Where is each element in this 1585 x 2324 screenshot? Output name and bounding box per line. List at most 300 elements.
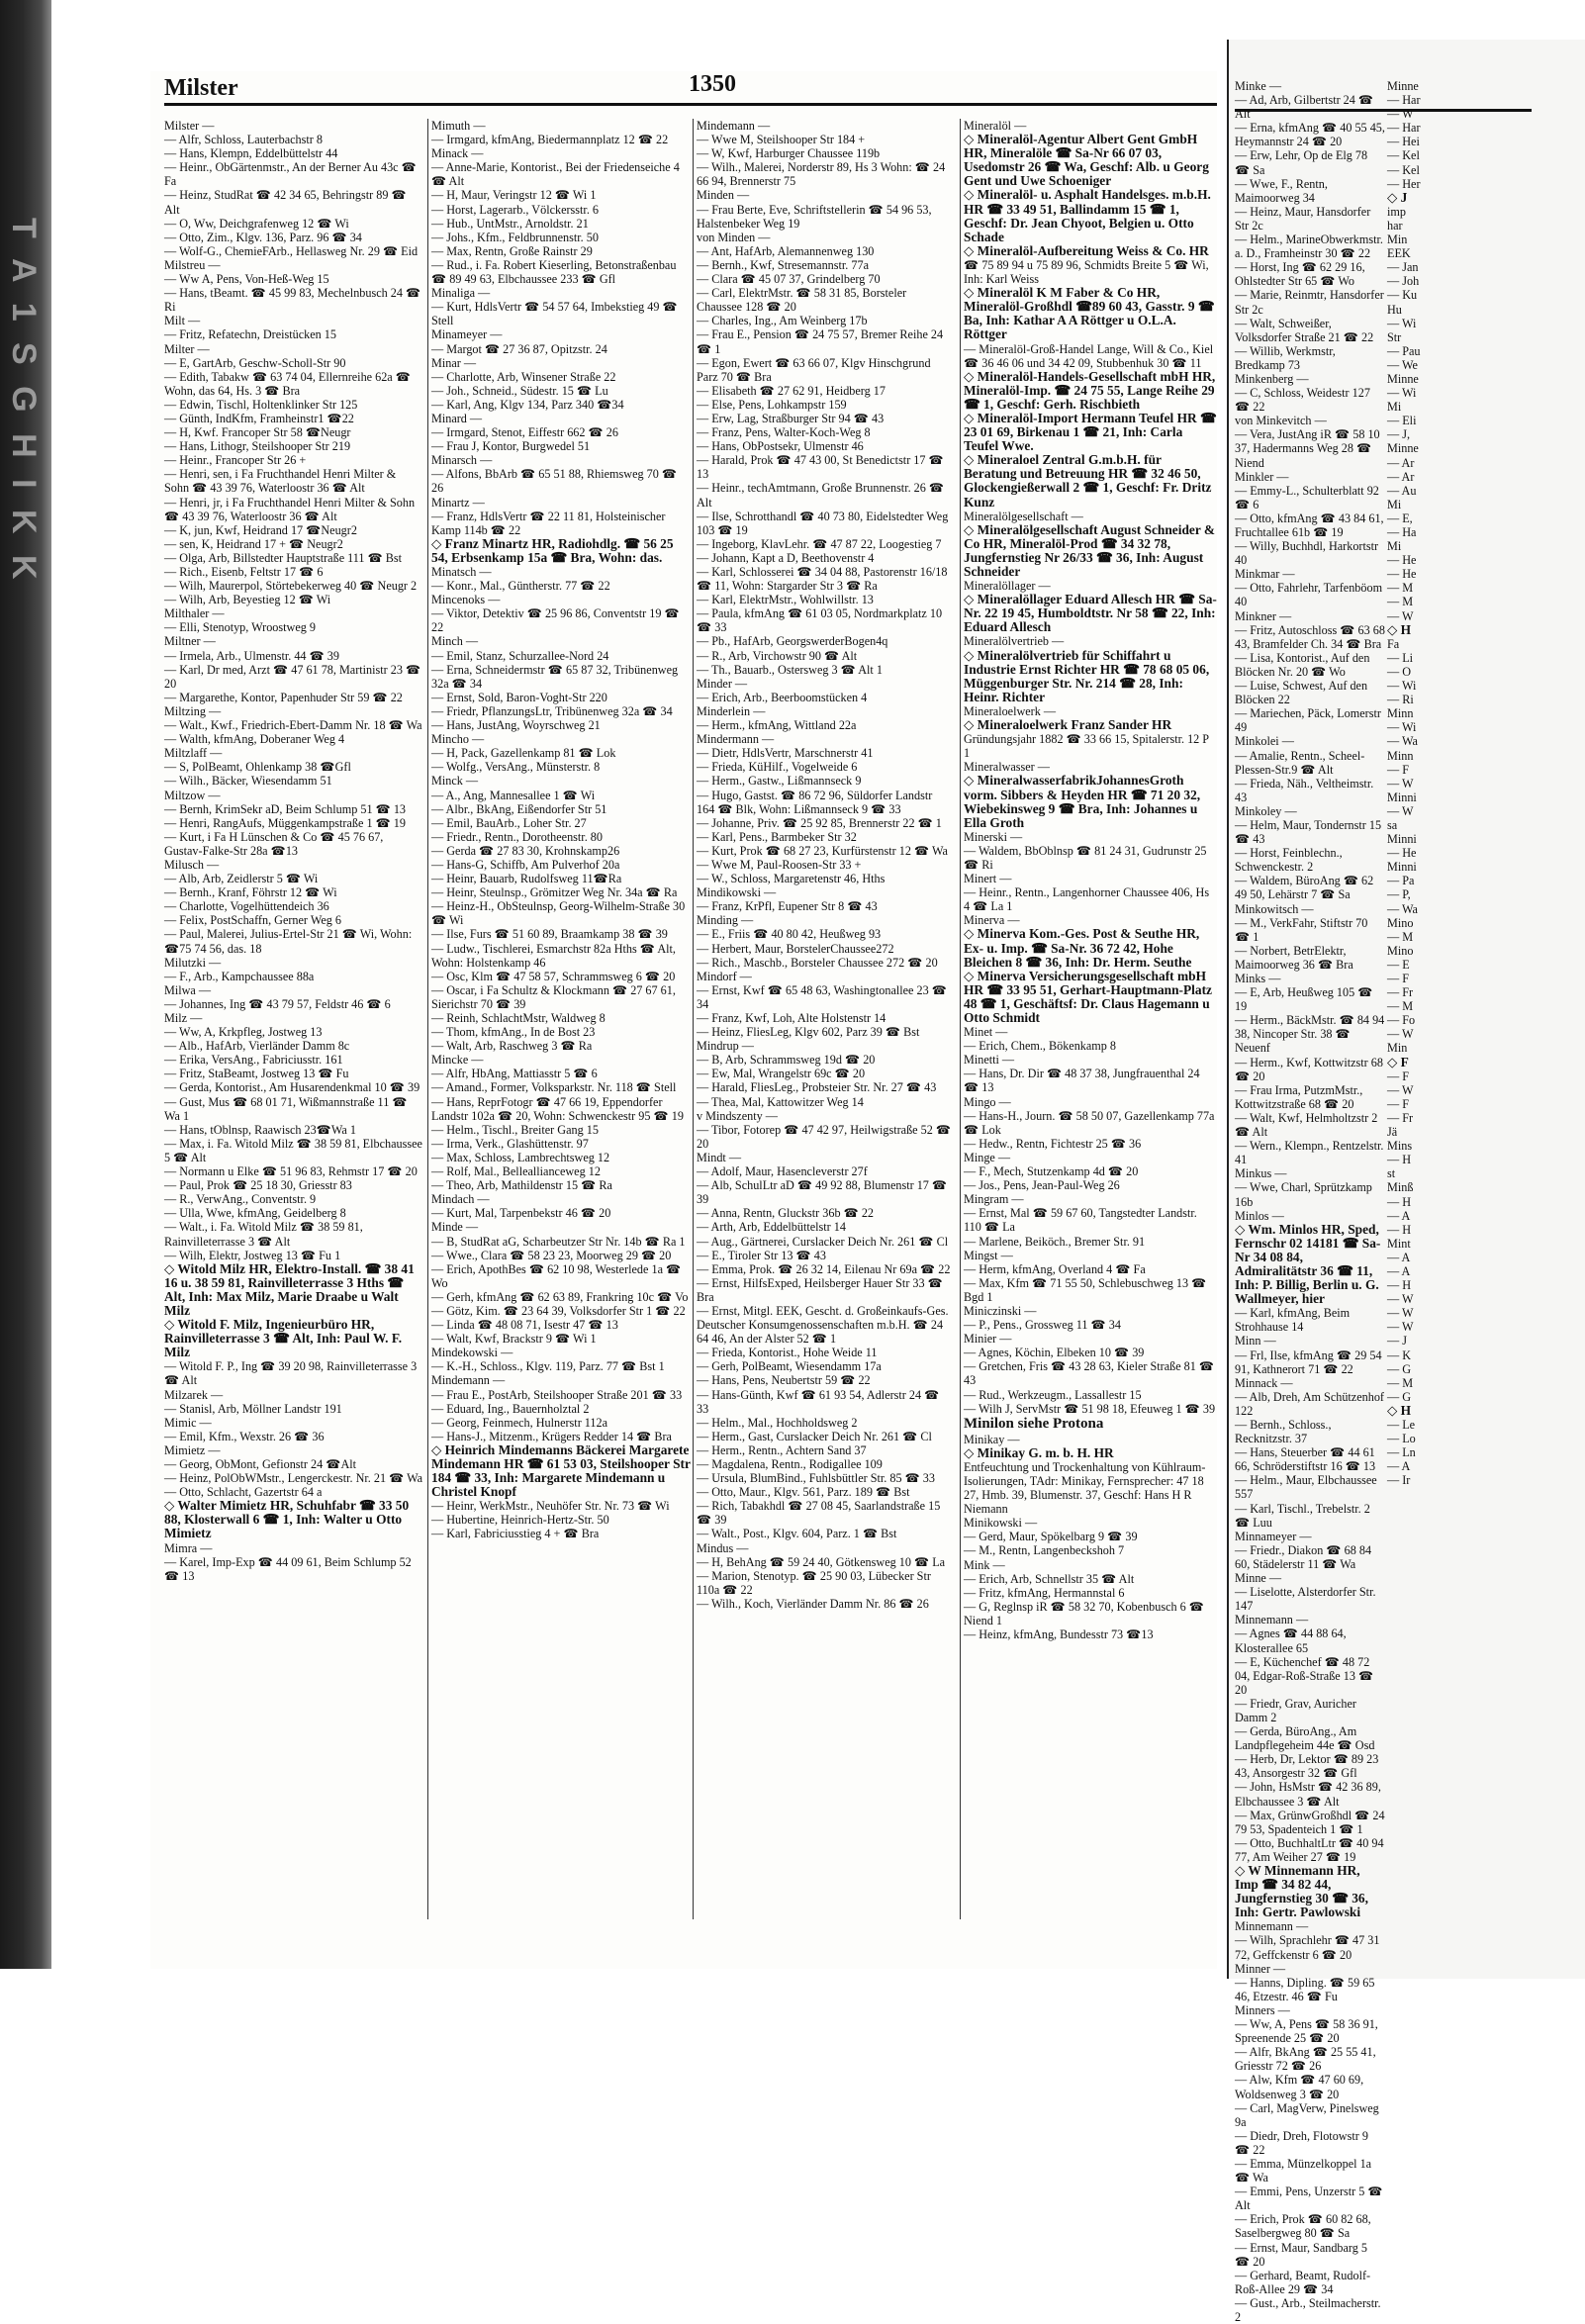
directory-entry: — Charlotte, Arb, Winsener Straße 22 (431, 369, 616, 384)
directory-entry: Mimra — (164, 1540, 213, 1555)
directory-entry: — Wilh, Elektr, Jostweg 13 ☎ Fu 1 (164, 1248, 341, 1262)
directory-entry: ◇ Minerva Kom.-Ges. Post & Seuthe HR, Ex- u. Imp. ☎ Sa-Nr. 36 72 42, Hohe Bleichen 8 ☎ 36, Inh: Dr. Herm. Seuthe (964, 926, 1200, 970)
directory-entry: — Wilh, Sprachlehr ☎ 47 31 72, Geffckenstr 6 ☎ 20 (1235, 1933, 1380, 1962)
directory-entry: — Agnes ☎ 44 88 64, Klosterallee 65 (1235, 1627, 1347, 1655)
directory-entry: Miltzow — (164, 788, 221, 802)
directory-entry: — F (1387, 762, 1410, 777)
directory-entry: — Hubertine, Heinrich-Hertz-Str. 50 (431, 1513, 609, 1528)
directory-entry: — Ilse, Schrotthandl ☎ 40 73 80, Eidelstedter Weg 103 ☎ 19 (697, 509, 949, 537)
directory-entry: — He (1387, 567, 1417, 582)
directory-entry: Miltner — (164, 634, 216, 649)
directory-entry: — H, Maur, Veringstr 12 ☎ Wi 1 (431, 188, 597, 203)
directory-entry: — W (1387, 1082, 1414, 1097)
directory-entry: ◇ Wm. Minlos HR, Sped, Fernschr 02 14181 ☎ Sa-Nr 34 08 84, Admiralitätstr 36 ☎ 11, Inh: P. Billig, Berlin u. G. Wallmeyer, hier (1235, 1221, 1381, 1307)
directory-entry: — Walt, Schweißer, Volksdorfer Straße 21 ☎ 22 (1235, 316, 1374, 344)
directory-entry: — Lo (1387, 1432, 1416, 1446)
directory-entry: Mineralöl — (964, 119, 1027, 133)
directory-entry: — Karl, Dr med, Arzt ☎ 47 61 78, Martinistr 23 ☎ 20 (164, 662, 421, 691)
directory-entry: Mindikowski — (697, 885, 777, 900)
directory-entry: — Thea, Mal, Kattowitzer Weg 14 (697, 1094, 864, 1109)
directory-entry: — Viktor, Detektiv ☎ 25 96 86, Conventstr 19 ☎ 22 (431, 606, 680, 635)
directory-entry: — Ulla, Wwe, kfmAng, Geidelberg 8 (164, 1206, 346, 1221)
directory-entry: Minde — (431, 1220, 479, 1235)
directory-entry: — Arth, Arb, Eddelbüttelstr 14 (697, 1220, 846, 1235)
directory-entry: — M., VerkFahr, Stiftstr 70 ☎ 1 (1235, 915, 1368, 944)
directory-entry: Minnemann — (1235, 1919, 1309, 1934)
directory-entry: — Jan (1387, 260, 1419, 275)
directory-entry: ◇ H (1387, 1402, 1412, 1418)
directory-entry: — E., Friis ☎ 40 80 42, Heußweg 93 (697, 927, 882, 942)
directory-entry: Minikay — (964, 1432, 1020, 1446)
directory-entry: — Frau Irma, PutzmMstr., Kottwitzstraße 68 ☎ 20 (1235, 1082, 1363, 1111)
directory-entry: Mindrup — (697, 1039, 754, 1054)
directory-entry: Mineralölgesellschaft — (964, 509, 1083, 523)
directory-entry: — W (1387, 608, 1414, 623)
directory-entry: — Franz, Kwf, Loh, Alte Holstenstr 14 (697, 1011, 886, 1025)
directory-entry: — Helm., Tischl., Breiter Gang 15 (431, 1122, 599, 1137)
directory-entry: — Paul, Malerei, Julius-Ertel-Str 21 ☎ Wi, Wohn: ☎75 74 56, das. 18 (164, 927, 413, 956)
directory-entry: — W (1387, 107, 1414, 122)
directory-entry: — Dietr, HdlsVertr, Marschnerstr 41 (697, 746, 874, 761)
directory-entry: Gründungsjahr 1882 ☎ 33 66 15, Spitalerstr. 12 P 1 (964, 732, 1209, 761)
directory-entry: — F (1387, 1069, 1410, 1083)
directory-entry: — Franz, HdlsVertr ☎ 22 11 81, Holsteinischer Kamp 114b ☎ 22 (431, 509, 666, 537)
directory-entry: Minerski — (964, 829, 1023, 844)
directory-entry: — Else, Pens, Lohkampstr 159 (697, 397, 847, 412)
directory-entry: — Frieda, Näh., Veltheimstr. 43 (1235, 776, 1374, 804)
directory-entry: — Mineralöl-Groß-Handel Lange, Will & Co., Kiel ☎ 36 46 06 und 34 42 09, Stubbenhuk 30 ☎ 11 (964, 341, 1214, 370)
directory-entry: Minetti — (964, 1053, 1015, 1068)
directory-entry: — Otto, Zim., Klgv. 136, Parz. 96 ☎ 34 (164, 230, 362, 244)
directory-entry: Minatsch — (431, 565, 492, 579)
directory-entry: — Friedr, PflanzungsLtr, Tribünenweg 32a ☎ 34 (431, 703, 673, 718)
directory-entry: — Helm., Maur, Elbchaussee 557 (1235, 1473, 1377, 1502)
directory-entry: — Wern., Klempn., Rentzelstr. 41 (1235, 1139, 1384, 1167)
directory-entry: — Johannes, Ing ☎ 43 79 57, Feldstr 46 ☎ 6 (164, 996, 391, 1011)
directory-entry: — Waldem, BüroAng ☎ 62 49 50, Lehärstr 7 ☎ Sa (1235, 874, 1374, 902)
directory-entry: Miniczinski — (964, 1303, 1037, 1318)
directory-entry: Mineralölvertrieb — (964, 634, 1065, 649)
directory-entry: — Frau J, Kontor, Burgwedel 51 (431, 439, 591, 454)
directory-entry: — E, Küchenchef ☎ 48 72 04, Edgar-Roß-Straße 13 ☎ 20 (1235, 1654, 1374, 1697)
directory-entry: Minlos — (1235, 1208, 1284, 1223)
directory-entry: — Hans, JustAng, Woyrschweg 21 (431, 718, 601, 733)
directory-entry: Minkolei — (1235, 734, 1294, 749)
directory-entry: har (1387, 218, 1403, 232)
directory-entry: — Wa (1387, 901, 1418, 916)
directory-entry: — Aug., Gärtnerei, Curslacker Deich Nr. 261 ☎ Cl (697, 1234, 949, 1249)
directory-entry: — Alfons, BbArb ☎ 65 51 88, Rhiemsweg 70 ☎ 26 (431, 467, 678, 496)
directory-entry: EEK (1387, 246, 1411, 261)
directory-entry: — Karl, Schlosserei ☎ 34 04 88, Pastorenstr 16/18 ☎ 11, Wohn: Stargarder Str 3 ☎ Ra (697, 565, 948, 594)
directory-entry: — Ww A, Pens, Von-Heß-Weg 15 (164, 272, 329, 287)
directory-entry: — Heinz, PolObWMstr., Lengerckestr. Nr. 21 ☎ Wa (164, 1471, 423, 1486)
directory-entry: — Frau E., PostArb, Steilshooper Straße 201 ☎ 33 (431, 1387, 683, 1402)
directory-entry: — Vera, JustAng iR ☎ 58 10 37, Hadermanns Weg 28 ☎ Niend (1235, 427, 1380, 470)
directory-entry: — Ernst, Mal ☎ 59 67 60, Tangstedter Landstr. 110 ☎ La (964, 1206, 1197, 1235)
page-header (164, 71, 1217, 101)
directory-entry: Miltzlaff — (164, 746, 223, 761)
directory-entry: — R., VerwAng., Conventstr. 9 (164, 1192, 317, 1207)
directory-entry: Milstreu — (164, 257, 221, 272)
directory-entry: — W (1387, 1306, 1414, 1321)
directory-entry: — Fr (1387, 985, 1414, 1000)
directory-entry: — Hans-Günth, Kwf ☎ 61 93 54, Adlerstr 24 ☎ 33 (697, 1387, 940, 1416)
directory-entry: — Emil, Kfm., Wexstr. 26 ☎ 36 (164, 1429, 325, 1443)
directory-entry: — Ernst, HilfsExped, Heilsberger Hauer Str 33 ☎ Bra (697, 1275, 943, 1304)
directory-entry: — G (1387, 1389, 1412, 1404)
directory-entry: — Wi (1387, 679, 1417, 694)
directory-entry: — Harald, Prok ☎ 47 43 00, St Benedictstr 17 ☎ 13 (697, 453, 944, 482)
directory-column-2 (431, 119, 691, 1939)
directory-entry: — M (1387, 999, 1414, 1014)
directory-entry: — Rud., Werkzeugm., Lassallestr 15 (964, 1387, 1142, 1402)
directory-entry: — Heinr., ObGärtenmstr., An der Berner Au 43c ☎ Fa (164, 160, 417, 189)
directory-entry: — Wi (1387, 316, 1417, 330)
directory-entry: — Heinz, kfmAng, Bundesstr 73 ☎13 (964, 1627, 1154, 1642)
directory-entry: — Luise, Schwest, Auf den Blöcken 22 (1235, 679, 1368, 707)
directory-entry: — Henri, sen, i Fa Fruchthandel Henri Milter & Sohn ☎ 43 39 76, Waterloostr 36 ☎ Alt (164, 467, 397, 496)
directory-entry: — Hei (1387, 135, 1420, 149)
directory-entry: — B, Arb, Schrammsweg 19d ☎ 20 (697, 1053, 876, 1068)
directory-entry: — Hans-H., Journ. ☎ 58 50 07, Gazellenkamp 77a ☎ Lok (964, 1108, 1215, 1137)
directory-entry: — E (1387, 957, 1410, 972)
directory-entry: ◇ Witold Milz HR, Elektro-Install. ☎ 38 41 16 u. 38 59 81, Rainvilleterrasse 3 Hths ☎ Alt, Inh: Max Milz, Marie Draabe u Walt Milz (164, 1260, 415, 1318)
directory-entry: Mint (1387, 1236, 1411, 1251)
directory-entry: — Johann, Kapt a D, Beethovenstr 4 (697, 550, 875, 565)
directory-entry: — Otto, kfmAng ☎ 43 84 61, Fruchtallee 61b ☎ 19 (1235, 511, 1384, 539)
directory-entry: — Georg, ObMont, Gefionstr 24 ☎Alt (164, 1457, 357, 1471)
directory-entry: Minkler — (1235, 469, 1289, 484)
header-rule (164, 103, 1217, 106)
directory-entry: — Rud., i. Fa. Robert Kieserling, Betonstraßenbau ☎ 89 49 63, Elbchaussee 233 ☎ Gfl (431, 257, 677, 287)
directory-entry: — Johs., Kfm., Feldbrunnenstr. 50 (431, 230, 599, 244)
directory-entry: — K (1387, 1348, 1412, 1362)
directory-entry: — Alw, Kfm ☎ 47 60 69, Woldsenweg 3 ☎ 20 (1235, 2073, 1364, 2101)
directory-entry: — Pb., HafArb, GeorgswerderBogen4q (697, 634, 888, 649)
directory-entry: — Wwe, Charl, Sprützkamp 16b (1235, 1180, 1372, 1209)
directory-entry: Mimic — (164, 1415, 212, 1430)
directory-entry: Hu (1387, 302, 1402, 317)
directory-entry: ◇ Mineralöl-Aufbereitung Weiss & Co. HR (964, 242, 1209, 258)
directory-entry: — Alfr, Schloss, Lauterbachstr 8 (164, 133, 323, 147)
directory-entry: — H, Kwf. Francoper Str 58 ☎Neugr (164, 425, 351, 440)
directory-column-4 (964, 119, 1217, 1939)
directory-entry: Str (1387, 329, 1402, 344)
directory-entry: — Götz, Kim. ☎ 23 64 39, Volksdorfer Str 1 ☎ 22 (431, 1303, 686, 1318)
directory-entry: Minn (1387, 706, 1414, 721)
directory-entry: — Helm., Mal., Hochholdsweg 2 (697, 1415, 858, 1430)
directory-entry: — W (1387, 1027, 1414, 1042)
directory-entry: — Ad, Arb, Gilbertstr 24 ☎ Alt (1235, 93, 1374, 122)
directory-entry: — Ilse, Furs ☎ 51 60 89, Braamkamp 38 ☎ 39 (431, 927, 668, 942)
directory-entry: — Frieda, Kontorist., Hohe Weide 11 (697, 1346, 878, 1360)
directory-entry: — M (1387, 595, 1414, 609)
directory-entry: Milzarek — (164, 1387, 224, 1402)
directory-entry: — Fr (1387, 1110, 1414, 1125)
directory-entry: — F., Arb., Kampchaussee 88a (164, 969, 315, 983)
directory-entry: — Kel (1387, 148, 1420, 163)
directory-entry: — Horst, Ing ☎ 62 29 16, Ohlstedter Str 65 ☎ Wo (1235, 260, 1365, 289)
directory-entry: — Fritz, StaBeamt, Jostweg 13 ☎ Fu (164, 1067, 349, 1081)
directory-entry: — Gerda ☎ 27 83 30, Krohnskamp26 (431, 843, 620, 858)
directory-entry: — E, (1387, 511, 1413, 525)
directory-entry: — Wwe., Clara ☎ 58 23 23, Moorweg 29 ☎ 20 (431, 1248, 672, 1262)
directory-entry: Mins (1387, 1139, 1413, 1154)
directory-entry: Mincenoks — (431, 593, 501, 607)
directory-entry: — Ant, HafArb, Alemannenweg 130 (697, 243, 875, 258)
directory-entry: Mindach — (431, 1192, 490, 1207)
directory-entry: — A (1387, 1459, 1411, 1474)
directory-entry: Minn (1387, 748, 1414, 763)
directory-entry: Minne (1387, 371, 1419, 386)
directory-entry: — Friedr, Grav, Auricher Damm 2 (1235, 1696, 1356, 1724)
directory-entry: — Heinr, Bauarb, Rudolfsweg 11☎Ra (431, 872, 622, 886)
directory-entry: — Heinr, WerkMstr., Neuhöfer Str. Nr. 73 ☎ Wi (431, 1499, 670, 1514)
directory-entry: — Alfr, BkAng ☎ 25 55 41, Griesstr 72 ☎ 26 (1235, 2045, 1376, 2074)
directory-entry: Mindus — (697, 1540, 749, 1555)
directory-entry: — Hugo, Gastst. ☎ 86 72 96, Süldorfer Landstr 164 ☎ Blk, Wohn: Lißmannseck 9 ☎ 33 (697, 788, 933, 816)
directory-entry: ◇ Witold F. Milz, Ingenieurbüro HR, Rainvilleterrasse 3 ☎ Alt, Inh: Paul W. F. Milz (164, 1317, 403, 1360)
directory-entry: — Witold F. P., Ing ☎ 39 20 98, Rainvilleterrasse 3 ☎ Alt (164, 1359, 418, 1388)
directory-entry: — Ew, Mal, Wrangelstr 69c ☎ 20 (697, 1067, 866, 1081)
directory-entry: — Günth, IndKfm, Framheinstr1 ☎22 (164, 411, 354, 425)
directory-entry: — H (1387, 1222, 1412, 1237)
directory-entry: ◇ Mineralöllager Eduard Allesch HR ☎ Sa-Nr. 22 19 45, Humboldtstr. Nr 58 ☎ 22, Inh: Eduard Allesch (964, 592, 1217, 635)
directory-entry: — Hans, Klempn, Eddelbüttelstr 44 (164, 146, 338, 161)
directory-entry: — W (1387, 776, 1414, 790)
directory-entry: — Marion, Stenotyp. ☎ 25 90 03, Lübecker Str 110a ☎ 22 (697, 1568, 931, 1597)
directory-entry: — Irmgard, kfmAng, Biedermannplatz 12 ☎ 22 (431, 133, 669, 147)
column-divider (693, 119, 694, 1919)
directory-entry: — Adolf, Maur, Hasencleverstr 27f (697, 1164, 868, 1179)
directory-entry: Mindekowski — (431, 1346, 513, 1360)
directory-entry: — Albr., BkAng, Eißendorfer Str 51 (431, 801, 607, 816)
directory-entry: — Paul, Prok ☎ 25 18 30, Griesstr 83 (164, 1178, 352, 1193)
directory-entry: — Hedw., Rentn, Fichtestr 25 ☎ 36 (964, 1136, 1142, 1151)
directory-entry: — Mariechen, Päck, Lomerstr 49 (1235, 706, 1381, 735)
directory-entry: Fa (1387, 636, 1400, 651)
directory-entry: — Wilh, Maurerpol, Störtebekerweg 40 ☎ Neugr 2 (164, 579, 418, 594)
directory-entry: Mindemann — (697, 119, 771, 133)
directory-entry: Minkowitsch — (1235, 901, 1314, 916)
directory-entry: — Gust., Arb., Steilmacherstr. 2 (1235, 2295, 1381, 2324)
directory-entry: sa (1387, 817, 1398, 832)
directory-entry: — Friedr., Rentn., Dorotheenstr. 80 (431, 829, 603, 844)
directory-entry: — Konr., Mal., Güntherstr. 77 ☎ 22 (431, 579, 610, 594)
directory-entry: Minks — (1235, 972, 1281, 985)
directory-entry: — Erich, Chem., Bökenkamp 8 (964, 1039, 1117, 1054)
directory-entry: — Charles, Ing., Am Weinberg 17b (697, 314, 868, 328)
directory-entry: — Ar (1387, 469, 1415, 484)
directory-entry: Mimietz — (164, 1442, 221, 1457)
directory-entry: Mindorf — (697, 969, 752, 983)
directory-entry: — Li (1387, 650, 1414, 665)
directory-entry: — Herm., Rentn., Achtern Sand 37 (697, 1442, 867, 1457)
directory-entry: Minkner — (1235, 608, 1292, 623)
directory-entry: — Gerh, kfmAng ☎ 62 63 89, Frankring 10c ☎ Vo (431, 1289, 689, 1304)
directory-entry: — Hans, Pens, Neubertstr 59 ☎ 22 (697, 1373, 871, 1388)
directory-entry: — Heinr., techAmtmann, Große Brunnenstr. 26 ☎ Alt (697, 481, 945, 510)
directory-entry: — Friedr., Diakon ☎ 68 84 60, Städelerstr 11 ☎ Wa (1235, 1542, 1372, 1571)
directory-entry: — E, GartArb, Geschw-Scholl-Str 90 (164, 355, 346, 370)
directory-entry: — Max, GrünwGroßhdl ☎ 24 79 53, Spadenteich 1 ☎ 1 (1235, 1808, 1385, 1836)
directory-entry: — Wilh., Koch, Vierländer Damm Nr. 86 ☎ 26 (697, 1596, 929, 1611)
directory-entry: — Franz, Pens, Walter-Koch-Weg 8 (697, 425, 871, 440)
directory-entry: — Jos., Pens, Jean-Paul-Weg 26 (964, 1178, 1120, 1193)
directory-entry: — Ernst, Maur, Sandbarg 5 ☎ 20 (1235, 2240, 1368, 2269)
directory-entry: von Minden — (697, 230, 771, 244)
directory-entry: — W, Kwf, Harburger Chaussee 119b (697, 146, 881, 161)
directory-entry: — F., Mech, Stutzenkamp 4d ☎ 20 (964, 1164, 1139, 1179)
directory-entry: — Wilh., Malerei, Norderstr 89, Hs 3 Wohn: ☎ 24 66 94, Brennerstr 75 (697, 160, 946, 189)
directory-entry: — John, HsMstr ☎ 42 36 89, Elbchaussee 3 ☎ Alt (1235, 1780, 1381, 1809)
directory-entry: — Wolf-G., ChemieFArb., Hellasweg Nr. 29 ☎ Eid (164, 243, 419, 258)
directory-entry: — Emil, Stanz, Schurzallee-Nord 24 (431, 648, 609, 663)
directory-entry: — Horst, Lagerarb., Völckersstr. 6 (431, 202, 600, 217)
directory-entry: — Bernh., Kwf, Stresemannstr. 77a (697, 257, 869, 272)
directory-entry: — Walth, kfmAng, Doberaner Weg 4 (164, 732, 345, 747)
directory-entry: Minaliga — (431, 286, 491, 301)
directory-entry: ◇ MineralwasserfabrikJohannesGroth vorm. Sibbers & Heyden HR ☎ 71 20 32, Wiebekinsweg 9 ☎ Bra, Inh: Johannes u Ella Groth (964, 773, 1201, 830)
directory-entry: — Rich, Tabakhdl ☎ 27 08 45, Saarlandstraße 15 ☎ 39 (697, 1499, 941, 1528)
directory-entry: ◇ F (1387, 1054, 1409, 1069)
directory-entry: Minerva — (964, 913, 1020, 928)
directory-entry: — Heinz, FliesLeg, Klgv 602, Parz 39 ☎ Bst (697, 1025, 920, 1040)
directory-entry: — Rolf, Mal., Belleallianceweg 12 (431, 1164, 601, 1179)
directory-entry: — Erw, Lehr, Op de Elg 78 ☎ Sa (1235, 148, 1368, 177)
directory-entry: — Hans, tOblnsp, Raawisch 23☎Wa 1 (164, 1122, 356, 1137)
directory-entry: — Gerh, PolBeamt, Wiesendamm 17a (697, 1359, 882, 1374)
directory-entry: v Mindszenty — (697, 1108, 778, 1123)
directory-entry: — Carl, ElektrMstr. ☎ 58 31 85, Borsteler Chaussee 128 ☎ 20 (697, 286, 907, 315)
directory-entry: ◇ Franz Minartz HR, Radiohdlg. ☎ 56 25 54, Erbsenkamp 15a ☎ Bra, Wohn: das. (431, 535, 674, 565)
directory-entry: — Herm., kfmAng, Wittland 22a (697, 718, 857, 733)
directory-entry: — Herm., Gast, Curslacker Deich Nr. 261 ☎ Cl (697, 1429, 932, 1443)
directory-entry: — Eli (1387, 414, 1417, 428)
directory-entry: Mingo — (964, 1094, 1011, 1109)
directory-entry: — Alb, Arb, Zeidlerstr 5 ☎ Wi (164, 872, 319, 886)
directory-entry: — K, jun, Kwf, Heidrand 17 ☎Neugr2 (164, 522, 357, 537)
directory-entry: Minkmar — (1235, 567, 1295, 582)
directory-entry: Minnameyer — (1235, 1529, 1312, 1543)
directory-entry: Minar — (431, 355, 477, 370)
directory-entry: Minikowski — (964, 1516, 1038, 1531)
directory-entry: — Ernst, Mitgl. EEK, Gescht. d. Großeinkaufs-Ges. Deutscher Konsumgenossenschaften m.b.H. ☎ 24 64 46, An der Alster 52 ☎ 1 (697, 1303, 949, 1347)
directory-entry: — Karl, Tischl., Trebelstr. 2 ☎ Luu (1235, 1501, 1370, 1530)
directory-entry: Minkoley — (1235, 803, 1297, 818)
directory-entry: — Irmgard, Stenot, Eiffestr 662 ☎ 26 (431, 425, 618, 440)
directory-entry: — Clara ☎ 45 07 37, Grindelberg 70 (697, 272, 881, 287)
directory-entry: — Ww, A, Krkpfleg, Jostweg 13 (164, 1025, 323, 1040)
directory-entry: — Wolfg., VersAng., Münsterstr. 8 (431, 760, 601, 775)
directory-entry: — Emma, Münzelkoppel 1a ☎ Wa (1235, 2156, 1372, 2185)
directory-entry: — Reinh, SchlachtMstr, Waldweg 8 (431, 1011, 606, 1025)
directory-entry: Mi (1387, 539, 1402, 554)
directory-entry: — Herbert, Maur, BorstelerChaussee272 (697, 941, 894, 956)
directory-entry: Minameyer — (431, 327, 503, 342)
directory-entry: — W., Schloss, Margaretenstr 46, Hths (697, 872, 886, 886)
directory-entry: — Au (1387, 483, 1417, 498)
directory-entry: — M., Rentn, Langenbeckshoh 7 (964, 1543, 1125, 1558)
directory-entry: Mino (1387, 915, 1414, 930)
directory-entry: — Rich., Eisenb, Feltstr 17 ☎ 6 (164, 565, 324, 579)
directory-entry: — J (1387, 1334, 1407, 1348)
directory-entry: — Bernh., Kranf, Föhrstr 12 ☎ Wi (164, 885, 337, 900)
directory-entry: — Walt., Post., Klgv. 604, Parz. 1 ☎ Bst (697, 1527, 897, 1541)
directory-entry: — Erika, VersAng., Fabriciusstr. 161 (164, 1053, 343, 1068)
directory-entry: — Karl, Ang, Klgv 134, Parz 340 ☎34 (431, 397, 624, 412)
directory-entry: — Emil, BauArb., Loher Str. 27 (431, 815, 587, 830)
directory-entry: — Wilh J, ServMstr ☎ 51 98 18, Efeuweg 1 ☎ 39 (964, 1401, 1216, 1416)
directory-entry: Minet — (964, 1025, 1008, 1040)
directory-entry: Minilon siehe Protona (964, 1415, 1104, 1432)
directory-entry: ◇ Mineralöl-Agentur Albert Gent GmbH HR, Mineralöle ☎ Sa-Nr 66 07 03, Usedomstr 26 ☎ Wa, Geschf: Alb. u Georg Gent und Uwe Schoeniger (964, 132, 1209, 189)
directory-entry: — A., Ang, Mannesallee 1 ☎ Wi (431, 788, 596, 802)
directory-entry: — P., Pens., Grossweg 11 ☎ 34 (964, 1318, 1121, 1333)
directory-entry: — Margot ☎ 27 36 87, Opitzstr. 24 (431, 341, 607, 356)
directory-entry: — Alb., HafArb, Vierländer Damm 8c (164, 1039, 350, 1054)
directory-entry: Mingram — (964, 1192, 1024, 1207)
directory-entry: — Kurt, i Fa H Lünschen & Co ☎ 45 76 67, Gustav-Falke-Str 28a ☎13 (164, 829, 384, 858)
directory-entry: — Fo (1387, 1013, 1416, 1028)
directory-entry: — Erna, kfmAng ☎ 40 55 45, Heymannstr 24 ☎ 20 (1235, 121, 1385, 149)
directory-entry: — Herm., Kwf, Kottwitzstr 68 ☎ 20 (1235, 1055, 1383, 1083)
directory-entry: — Eduard, Ing., Bauernholztal 2 (431, 1401, 590, 1416)
directory-entry: — Karl, ElektrMstr., Wohlwillstr. 13 (697, 593, 874, 607)
directory-entry: — Kurt, HdlsVertr ☎ 54 57 64, Imbekstieg 49 ☎ Stell (431, 300, 678, 328)
directory-entry: — Frau Berte, Eve, Schriftstellerin ☎ 54 96 53, Halstenbeker Weg 19 (697, 202, 932, 231)
directory-entry: — Heinr, Steulnsp., Grömitzer Weg Nr. 34a ☎ Ra (431, 885, 678, 900)
directory-entry: — Otto, Fahrlehr, Tarfenböom 40 (1235, 581, 1383, 609)
directory-entry: — Ku (1387, 288, 1418, 303)
directory-entry: Milz — (164, 1011, 203, 1025)
directory-entry: — W (1387, 1320, 1414, 1335)
directory-entry: — H (1387, 1278, 1412, 1293)
directory-entry: — Hans, tBeamt. ☎ 45 99 83, Mechelnbusch 24 ☎ Ri (164, 286, 421, 315)
directory-entry: — Walt, Arb, Raschweg 3 ☎ Ra (431, 1039, 593, 1054)
directory-entry: — Emmi, Pens, Unzerstr 5 ☎ Alt (1235, 2185, 1383, 2213)
directory-entry: — F (1387, 1096, 1410, 1111)
directory-entry: Mindt — (697, 1150, 742, 1164)
directory-entry: — Willy, Buchhdl, Harkortstr 40 (1235, 539, 1379, 568)
directory-entry: — Otto, Schlacht, Gazertstr 64 a (164, 1485, 323, 1500)
directory-entry: Minne (1387, 79, 1419, 93)
directory-entry: — Karel, Imp-Exp ☎ 44 09 61, Beim Schlump 52 ☎ 13 (164, 1554, 412, 1583)
directory-entry: — Hans, Dr. Dir ☎ 48 37 38, Jungfrauenthal 24 ☎ 13 (964, 1067, 1200, 1095)
directory-entry: — Herm., BäckMstr. ☎ 84 94 38, Nincoper Str. 38 ☎ Neuenf (1235, 1013, 1385, 1056)
directory-entry: Minn — (1235, 1334, 1276, 1348)
directory-entry: von Minkevitch — (1235, 414, 1327, 428)
directory-entry: — Johanne, Priv. ☎ 25 92 85, Brennerstr 22 ☎ 1 (697, 815, 942, 830)
directory-entry: Minack — (431, 146, 484, 161)
directory-entry: Mincho — (431, 732, 485, 747)
directory-entry: — Gerda, Kontorist., Am Husarendenkmal 10 ☎ 39 (164, 1080, 420, 1095)
directory-entry: ◇ Mineralöl-Handels-Gesellschaft mbH HR, Mineralöl-Imp. ☎ 24 75 55, Lange Reihe 29 ☎ 1, Geschf: Gerh. Rischbieth (964, 368, 1216, 412)
directory-entry: — Osc, Klm ☎ 47 58 57, Schrammsweg 6 ☎ 20 (431, 969, 676, 983)
directory-entry: — Herm, kfmAng, Overland 4 ☎ Fa (964, 1261, 1146, 1276)
directory-entry: — Le (1387, 1418, 1416, 1432)
directory-entry: — Walt, Kwf, Brackstr 9 ☎ Wi 1 (431, 1332, 597, 1347)
directory-entry: — Max, Kfm ☎ 71 55 50, Schlebuschweg 13 ☎ Bgd 1 (964, 1275, 1207, 1304)
directory-entry: — Hans, Lithogr, Steilshooper Str 219 (164, 439, 351, 454)
directory-entry: — Theo, Arb, Mathildenstr 15 ☎ Ra (431, 1178, 612, 1193)
directory-entry: — He (1387, 553, 1417, 568)
directory-entry: — O (1387, 664, 1412, 679)
directory-entry: Mimuth — (431, 119, 486, 133)
directory-entry: — G (1387, 1361, 1412, 1376)
column-divider (960, 119, 961, 1919)
